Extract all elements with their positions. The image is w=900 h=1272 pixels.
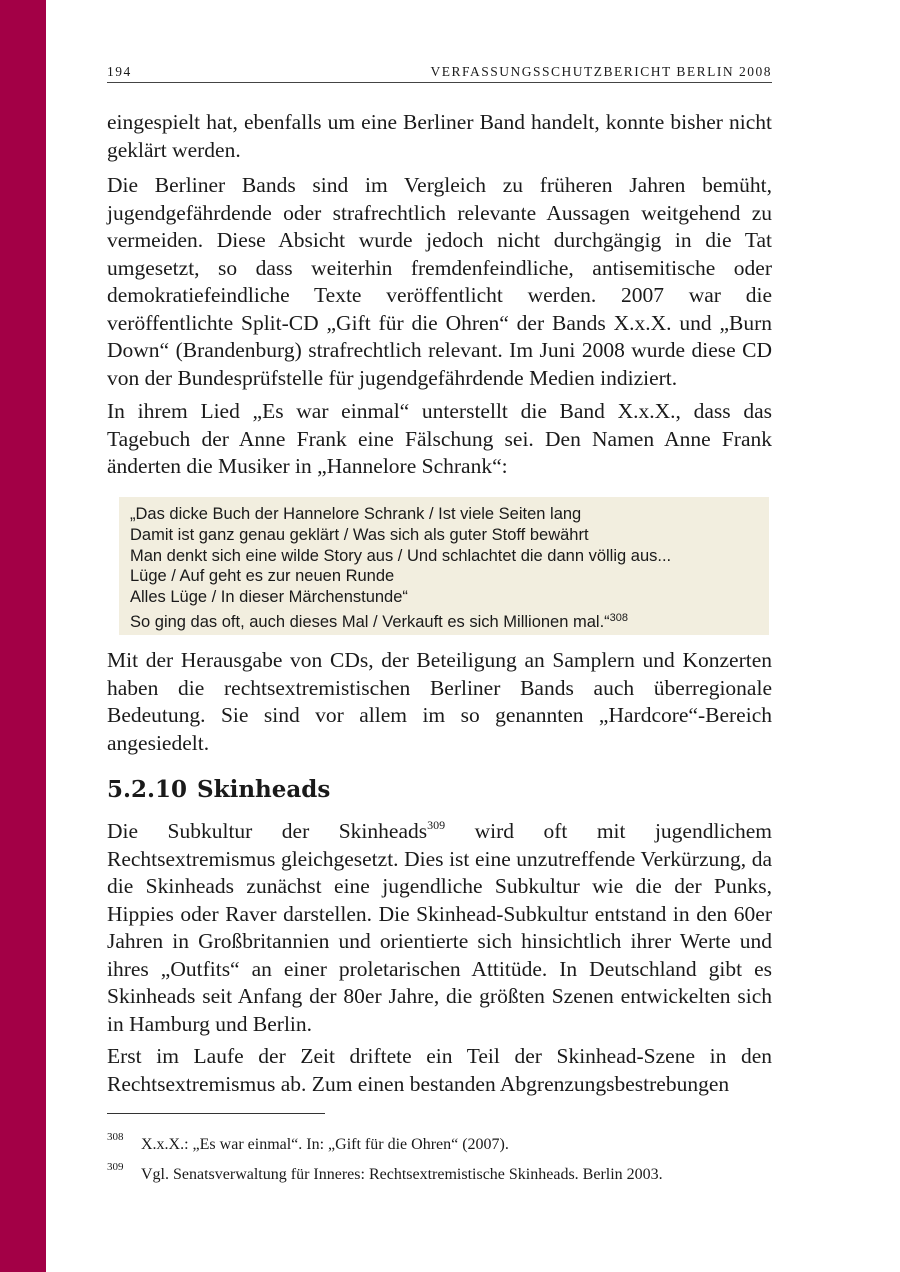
footnote-ref-308[interactable]: 308	[609, 611, 629, 624]
paragraph-5-start: Die Subkultur der Skinheads	[107, 819, 428, 843]
page-header	[107, 62, 772, 83]
running-title: VERFASSUNGSSCHUTZBERICHT BERLIN 2008	[430, 64, 772, 79]
side-color-bar	[0, 0, 46, 1272]
song-quote-box	[119, 497, 769, 635]
section-heading	[107, 776, 330, 803]
page-number: 194	[107, 64, 132, 79]
footnote-divider	[107, 1113, 325, 1114]
footnote-number: 308	[107, 1131, 124, 1143]
quote-line-6	[130, 608, 769, 633]
quote-line-5: Alles Lüge / In dieser Märchenstunde“	[130, 588, 408, 607]
paragraph-5-rest: wird oft mit jugendlichem Rechtsextremismus gleichgesetzt. Dies ist eine unzutreffende Verkürzung, da die Skinheads zunächst eine jugendliche Subkultur wie die der Punks, Hippies oder Raver darstellen. Die Skinhead-Subkultur entstand in den 60er Jahren in Großbritannien und orientierte sich hinsichtlich ihrer Werte und ihres „Outfits“ an einer proletarischen Attitüde. In Deutschland gibt es Skinheads seit Anfang der 80er Jahre, die größten Szenen entwickelten sich in Hamburg und Berlin.	[107, 819, 772, 1036]
paragraph-4: Mit der Herausgabe von CDs, der Beteiligung an Samplern und Konzerten haben die rechtsextremistischen Berliner Bands auch überregionale Bedeutung. Sie sind vor allem im so genannten „Hardcore“-Bereich angesiedelt.	[107, 648, 772, 755]
quote-line-4: Lüge / Auf geht es zur neuen Runde	[130, 567, 395, 586]
footnote-number: 309	[107, 1161, 124, 1173]
paragraph-3: In ihrem Lied „Es war einmal“ unterstellt die Band X.x.X., dass das Tagebuch der Anne Frank eine Fälschung sei. Den Namen Anne Frank änderten die Musiker in „Hannelore Schrank“:	[107, 399, 772, 478]
footnote-text: Vgl. Senatsverwaltung für Inneres: Rechtsextremistische Skinheads. Berlin 2003.	[141, 1166, 663, 1183]
quote-line-6-text: So ging das oft, auch dieses Mal / Verkauft es sich Millionen mal.“	[130, 612, 610, 631]
footnote-ref-309[interactable]: 309	[427, 818, 446, 832]
quote-line-2: Damit ist ganz genau geklärt / Was sich als guter Stoff bewährt	[130, 525, 589, 544]
section-number: 5.2.10	[107, 776, 188, 803]
paragraph-1: eingespielt hat, ebenfalls um eine Berliner Band handelt, konnte bisher nicht geklärt werden.	[107, 110, 772, 162]
quote-line-3: Man denkt sich eine wilde Story aus / Und schlachtet die dann völlig aus...	[130, 546, 672, 565]
footnote-text: X.x.X.: „Es war einmal“. In: „Gift für die Ohren“ (2007).	[141, 1136, 509, 1153]
paragraph-6: Erst im Laufe der Zeit driftete ein Teil der Skinhead-Szene in den Rechtsextremismus ab. Zum einen bestanden Abgrenzungsbestrebungen	[107, 1044, 772, 1096]
section-title: Skinheads	[197, 776, 331, 803]
quote-line-1: „Das dicke Buch der Hannelore Schrank / Ist viele Seiten lang	[130, 505, 582, 523]
paragraph-5	[107, 818, 772, 1038]
paragraph-2: Die Berliner Bands sind im Vergleich zu früheren Jahren bemüht, jugendgefährdende oder strafrechtlich relevante Aussagen weitgehend zu vermeiden. Diese Absicht wurde jedoch nicht durchgängig in die Tat umgesetzt, so dass weiterhin fremdenfeindliche, antisemitische oder demokratiefeindliche Texte veröffentlicht werden. 2007 war die veröffentlichte Split-CD „Gift für die Ohren“ der Bands X.x.X. und „Burn Down“ (Brandenburg) strafrechtlich relevant. Im Juni 2008 wurde diese CD von der Bundesprüfstelle für jugendgefährdende Medien indiziert.	[107, 173, 772, 390]
